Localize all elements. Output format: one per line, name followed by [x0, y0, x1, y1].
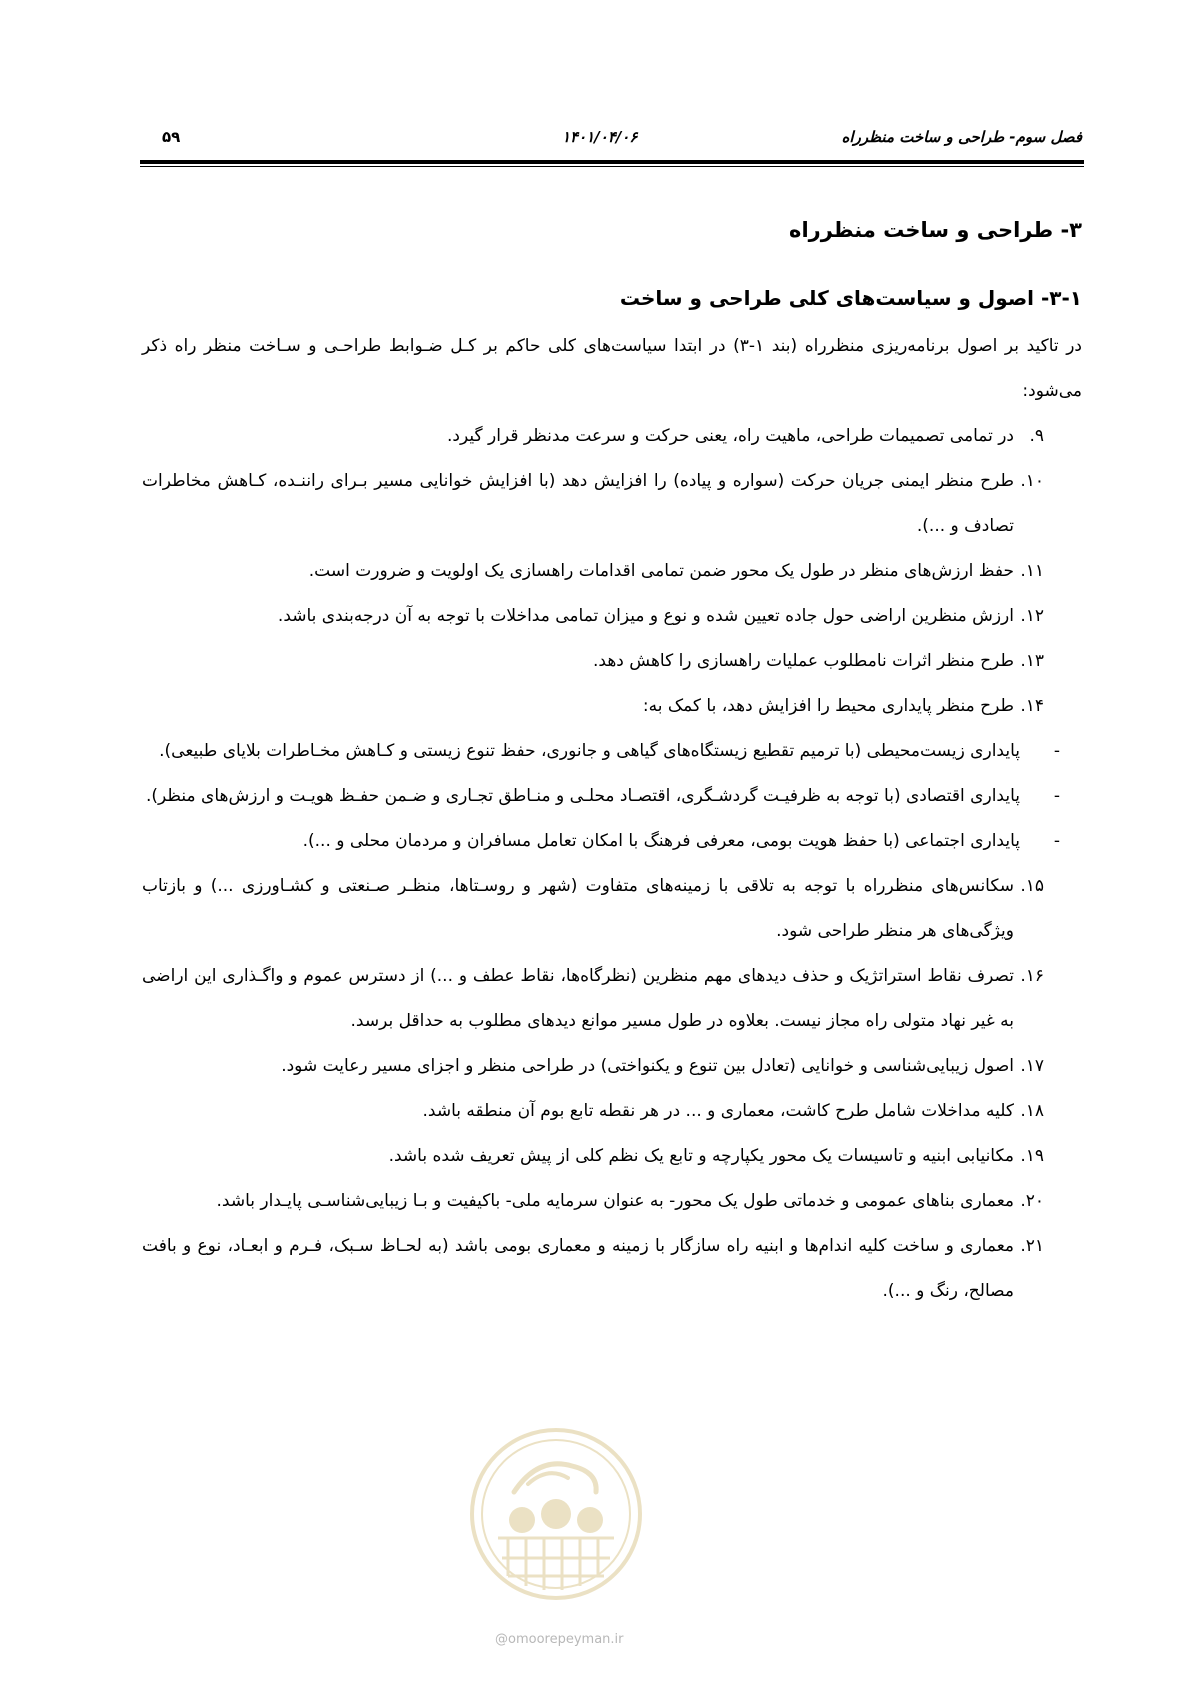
item-number: ۲۱.: [1020, 1236, 1044, 1256]
item-number: ۱۹.: [1020, 1146, 1044, 1166]
item-text: در تمامی تصمیمات طراحی، ماهیت راه، یعنی حرکت و سرعت مدنظر قرار گیرد.: [447, 426, 1014, 446]
item-text: طرح منظر اثرات نامطلوب عملیات راهسازی را کاهش دهد.: [593, 651, 1014, 671]
bullet-item: [142, 729, 1082, 774]
policy-list-continued: [142, 864, 1082, 1314]
item-number: ۱۰.: [1020, 471, 1044, 491]
list-item: [142, 639, 1082, 684]
item-text: طرح منظر ایمنی جریان حرکت (سواره و پیاده) را افزایش دهد (با افزایش خوانایی مسیر بـرای راننـده، کـاهش مخاطرات تصادف و ...).: [142, 471, 1014, 536]
item-number: ۲۰.: [1020, 1191, 1044, 1211]
header-rule-thick: [140, 160, 1084, 164]
bullet-dash: -: [1053, 741, 1060, 761]
intro-paragraph: در تاکید بر اصول برنامه‌ریزی منظرراه (بند ۱-۳) در ابتدا سیاست‌های کلی حاکم بر کـل ضـوابط طراحـی و سـاخت منظر راه ذکر می‌شود:: [142, 336, 1082, 401]
item-text: ارزش منظرین اراضی حول جاده تعیین شده و نوع و میزان تمامی مداخلات با توجه به آن درجه‌بندی باشد.: [277, 606, 1014, 626]
bullet-item: [142, 819, 1082, 864]
list-item: [142, 1224, 1082, 1314]
bullet-text: پایداری اقتصادی (با توجه به ظرفیـت گردشـگری، اقتصـاد محلـی و منـاطق تجـاری و ضـمن حفـظ هویـت و ارزش‌های منظر).: [146, 786, 1020, 806]
watermark-seal-icon: [468, 1426, 644, 1602]
subsection-title: ۳-۱- اصول و سیاست‌های کلی طراحی و ساخت: [619, 286, 1082, 310]
bullet-dash: -: [1053, 786, 1060, 806]
item-number: ۱۳.: [1020, 651, 1044, 671]
item-text: حفظ ارزش‌های منظر در طول یک محور ضمن تمامی اقدامات راهسازی یک اولویت و ضرورت است.: [308, 561, 1014, 581]
item-number: ۱۴.: [1020, 696, 1044, 716]
list-item: [142, 1089, 1082, 1134]
list-item: [142, 459, 1082, 549]
item-number: ۱۵.: [1020, 876, 1044, 896]
item-number: ۹.: [1029, 426, 1044, 446]
list-item: [142, 954, 1082, 1044]
bullet-text: پایداری زیست‌محیطی (با ترمیم تقطیع زیستگاه‌های گیاهی و جانوری، حفظ تنوع زیستی و کـاهش مخـاطرات بلایای طبیعی).: [159, 741, 1020, 761]
list-item: [142, 1179, 1082, 1224]
item-number: ۱۱.: [1020, 561, 1044, 581]
bullet-dash: -: [1053, 831, 1060, 851]
item-text: سکانس‌های منظرراه با توجه به تلاقی با زمینه‌های متفاوت (شهر و روسـتاها، منظـر صـنعتی و کشـاورزی ...) و بازتاب ویژگی‌های هر منظر طراحی شود.: [142, 876, 1014, 941]
page-number: ۵۹: [162, 128, 181, 146]
item-text: معماری بناهای عمومی و خدماتی طول یک محور- به عنوان سرمایه ملی- باکیفیت و بـا زیبایی‌شناسـی پایـدار باشد.: [216, 1191, 1014, 1211]
list-item: [142, 549, 1082, 594]
list-item: [142, 1044, 1082, 1089]
chapter-title: فصل سوم- طراحی و ساخت منظرراه: [841, 128, 1082, 146]
watermark-logo: [468, 1426, 644, 1602]
page-header: [142, 128, 1082, 152]
list-item: [142, 684, 1082, 729]
item-number: ۱۸.: [1020, 1101, 1044, 1121]
item-text: تصرف نقاط استراتژیک و حذف دیدهای مهم منظرین (نظرگاه‌ها، نقاط عطف و ...) از دسترس عموم و واگـذاری این اراضی به غیر نهاد متولی راه مجاز نیست. بعلاوه در طول مسیر موانع دیدهای مطلوب به حداقل برسد.: [142, 966, 1014, 1031]
bullet-item: [142, 774, 1082, 819]
bullet-text: پایداری اجتماعی (با حفظ هویت بومی، معرفی فرهنگ با امکان تعامل مسافران و مردمان محلی و ...).: [302, 831, 1020, 851]
section-title: ۳- طراحی و ساخت منظرراه: [789, 218, 1082, 242]
item-text: کلیه مداخلات شامل طرح کاشت، معماری و ... در هر نقطه تابع بوم آن منطقه باشد.: [422, 1101, 1014, 1121]
item-number: ۱۲.: [1020, 606, 1044, 626]
header-date: ۱۴۰۱/۰۴/۰۶: [562, 128, 638, 146]
page-body: [142, 210, 1082, 1314]
item-text: مکانیابی ابنیه و تاسیسات یک محور یکپارچه و تابع یک نظم کلی از پیش تعریف شده باشد.: [388, 1146, 1014, 1166]
list-item: [142, 414, 1082, 459]
header-rule-thin: [140, 166, 1084, 167]
item-text: اصول زیبایی‌شناسی و خوانایی (تعادل بین تنوع و یکنواختی) در طراحی منظر و اجزای مسیر رعایت شود.: [281, 1056, 1014, 1076]
item-text: معماری و ساخت کلیه اندام‌ها و ابنیه راه سازگار با زمینه و معماری بومی باشد (به لحـاظ سـبک، فـرم و ابعـاد، نوع و بافت مصالح، رنگ و ...).: [142, 1236, 1014, 1301]
item-text: طرح منظر پایداری محیط را افزایش دهد، با کمک به:: [642, 696, 1014, 716]
item-number: ۱۶.: [1020, 966, 1044, 986]
list-item: [142, 864, 1082, 954]
watermark-url: @omoorepeyman.ir: [495, 1632, 624, 1647]
list-item: [142, 1134, 1082, 1179]
item-number: ۱۷.: [1020, 1056, 1044, 1076]
sustainability-bullets: [142, 729, 1082, 864]
list-item: [142, 594, 1082, 639]
policy-list: [142, 414, 1082, 729]
